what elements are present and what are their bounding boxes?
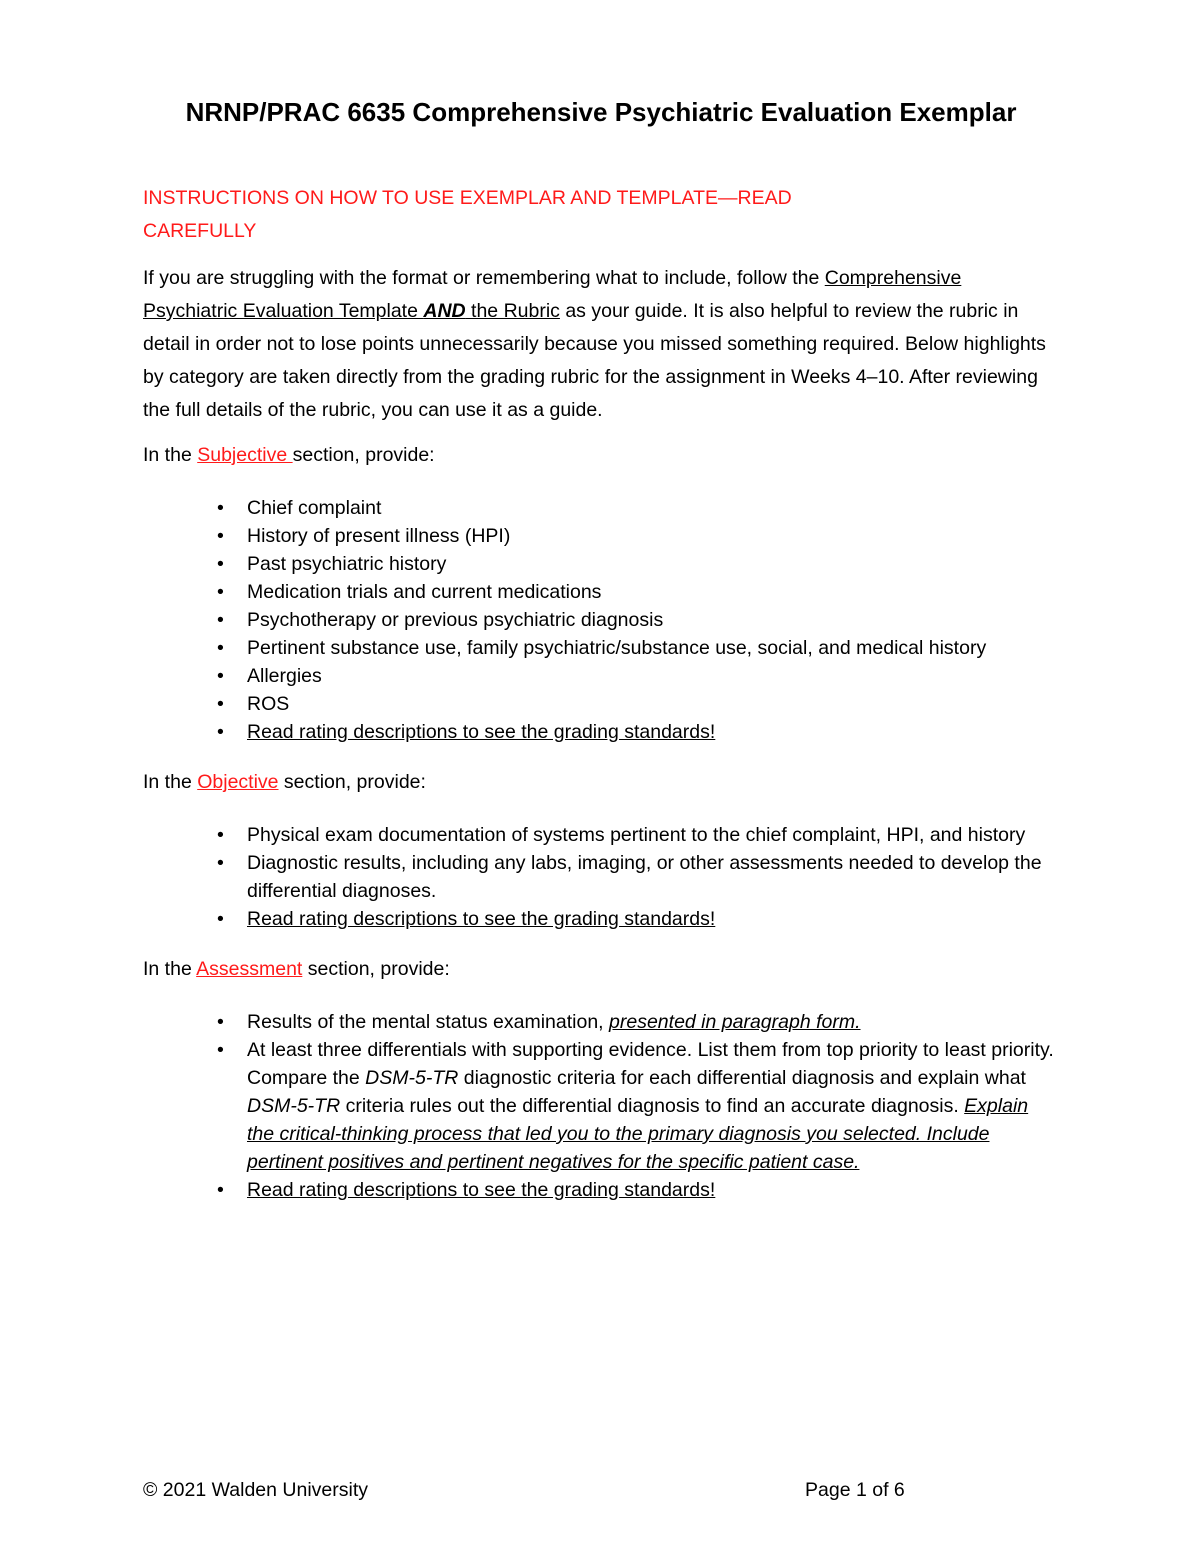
bullet-text-segment: At least three differentials with supporting evidence. List them from top priority to least priority. Compare the (247, 1039, 1054, 1089)
list-item (215, 578, 1059, 606)
bullet-text-segment: DSM-5-TR (365, 1067, 459, 1089)
intro-underlined-and: AND (423, 300, 466, 322)
list-item (215, 606, 1059, 634)
list-item (215, 494, 1059, 522)
sections (143, 439, 1059, 1204)
section-heading-objective (143, 766, 1059, 799)
list-item (215, 849, 1059, 905)
intro-underlined-rubric: the Rubric (465, 300, 560, 322)
bullet-list-assessment (215, 1008, 1059, 1204)
list-item (215, 1008, 1059, 1036)
list-item (215, 718, 1059, 746)
intro-text-after: as your guide. It is also helpful to review the rubric in detail in order not to lose points unnecessarily because you missed something required. Below highlights by category are taken directly from the grading rubric for the assignment in Weeks 4–10. After reviewing the full details of the rubric, you can use it as a guide. (143, 300, 1046, 421)
bullet-list-objective (215, 821, 1059, 933)
intro-underlined-template: Comprehensive Psychiatric Evaluation Template (143, 267, 962, 322)
bullet-text-segment: Diagnostic results, including any labs, imaging, or other assessments needed to develop the differential diagnoses. (247, 852, 1042, 902)
list-item (215, 1176, 1059, 1204)
intro-paragraph (143, 262, 1059, 427)
bullet-text-segment: ROS (247, 693, 290, 715)
bullet-text-segment: Read rating descriptions to see the grading standards! (247, 721, 716, 743)
footer-copyright: © 2021 Walden University (143, 1479, 368, 1501)
section-heading-assessment (143, 953, 1059, 986)
bullet-text-segment: Allergies (247, 665, 322, 687)
bullet-text-segment: Chief complaint (247, 497, 382, 519)
list-item (215, 690, 1059, 718)
bullet-text-segment: Medication trials and current medications (247, 581, 602, 603)
intro-text-before: If you are struggling with the format or remembering what to include, follow the (143, 267, 825, 289)
section-keyword-objective: Objective (197, 771, 279, 793)
bullet-text-segment: Read rating descriptions to see the grading standards! (247, 908, 716, 930)
section-heading-suffix: section, provide: (302, 958, 450, 980)
bullet-text-segment: Pertinent substance use, family psychiatric/substance use, social, and medical history (247, 637, 987, 659)
section-heading-subjective (143, 439, 1059, 472)
document-content (143, 0, 1059, 1204)
bullet-text-segment: presented in paragraph form. (609, 1011, 861, 1033)
list-item (215, 1036, 1059, 1176)
bullet-text-segment: diagnostic criteria for each differential diagnosis and explain what (458, 1067, 1026, 1089)
list-item (215, 522, 1059, 550)
page-footer (143, 1478, 1123, 1502)
section-heading-prefix: In the (143, 958, 197, 980)
list-item (215, 662, 1059, 690)
section-heading-prefix: In the (143, 444, 198, 466)
bullet-text-segment: Read rating descriptions to see the grading standards! (247, 1179, 716, 1201)
section-heading-prefix: In the (143, 771, 198, 793)
bullet-text-segment: Past psychiatric history (247, 553, 447, 575)
section-heading-suffix: section, provide: (292, 444, 435, 466)
instructions-heading (143, 182, 1059, 248)
page-title: NRNP/PRAC 6635 Comprehensive Psychiatric Evaluation Exemplar (185, 97, 1017, 127)
bullet-text-segment: criteria rules out the differential diagnosis to find an accurate diagnosis. (340, 1095, 965, 1117)
bullet-text-segment: Explain the critical-thinking process that led you to the primary diagnosis you selected. Include pertinent positives and pertinent negatives for the specific patient case. (247, 1095, 1029, 1173)
bullet-text-segment: DSM-5-TR (247, 1095, 341, 1117)
list-item (215, 821, 1059, 849)
instructions-heading-line2: CAREFULLY (143, 220, 257, 242)
bullet-text-segment: Physical exam documentation of systems pertinent to the chief complaint, HPI, and history (247, 824, 1026, 846)
section-heading-suffix: section, provide: (278, 771, 426, 793)
bullet-text-segment: History of present illness (HPI) (247, 525, 511, 547)
section-keyword-subjective: Subjective (197, 444, 293, 466)
list-item (215, 905, 1059, 933)
bullet-list-subjective (215, 494, 1059, 746)
bullet-text-segment: Psychotherapy or previous psychiatric diagnosis (247, 609, 664, 631)
list-item (215, 634, 1059, 662)
list-item (215, 550, 1059, 578)
section-keyword-assessment: Assessment (196, 958, 303, 980)
bullet-text-segment: Results of the mental status examination, (247, 1011, 610, 1033)
footer-page-number: Page 1 of 6 (805, 1479, 905, 1501)
instructions-heading-line1: INSTRUCTIONS ON HOW TO USE EXEMPLAR AND TEMPLATE—READ (143, 187, 792, 209)
